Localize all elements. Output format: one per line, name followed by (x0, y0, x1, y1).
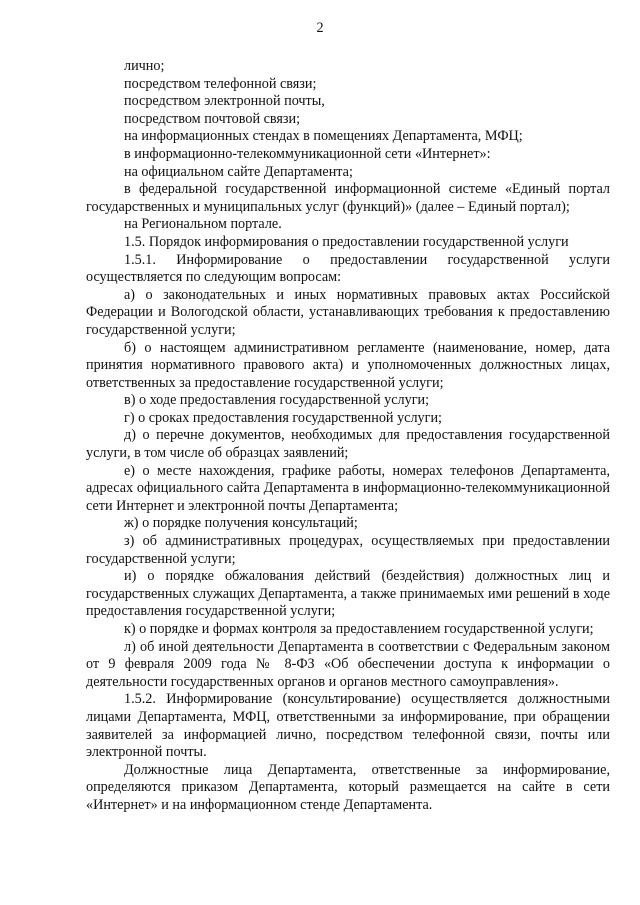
paragraph-egpu: в федеральной государственной информационной системе «Единый портал государственных и муниципальных услуг (функций)» (далее – Единый портал); (86, 181, 610, 215)
paragraph-regional: на Региональном портале. (124, 216, 282, 233)
paragraph-1-5-2: 1.5.2. Информирование (консультирование) осуществляется должностными лицами Департамента, МФЦ, ответственными за информирование, при обращении заявителей за информацией лично, посредством телефонной связи, почты или электронной почты. (86, 691, 610, 761)
list-item-b: б) о настоящем административном регламенте (наименование, номер, дата принятия нормативного правового акта) и уполномоченных должностных лицах, ответственных за предоставление государственной услуги; (86, 339, 610, 391)
list-item-i: и) о порядке обжалования действий (бездействия) должностных лиц и государственных служащих Департамента, а также принимаемых ими решений в ходе предоставления государственной услуги; (86, 568, 610, 620)
list-item-d: д) о перечне документов, необходимых для предоставления государственной услуги, в том числе об образцах заявлений; (86, 427, 610, 462)
channel-line: на официальном сайте Департамента; (124, 163, 353, 180)
channel-line: посредством телефонной связи; (124, 75, 317, 92)
list-item-l: л) об иной деятельности Департамента в соответствии с Федеральным законом от 9 февраля 2009 года № 8-ФЗ «Об обеспечении доступа к информации о деятельности государственных органов и органов местного самоуправления». (86, 638, 610, 690)
page-number: 2 (316, 20, 324, 36)
list-item-zh: ж) о порядке получения консультаций; (124, 515, 358, 532)
document-body (86, 58, 610, 815)
channel-line: в информационно-телекоммуникационной сети «Интернет»: (124, 145, 491, 162)
channel-line: посредством электронной почты, (124, 93, 325, 110)
list-item-e: е) о месте нахождения, графике работы, номерах телефонов Департамента, адресах официального сайта Департамента в информационно-телекоммуникационной сети Интернет и электронной почты Департамента; (86, 462, 610, 514)
list-item-k: к) о порядке и формах контроля за предоставлением государственной услуги; (124, 621, 594, 637)
list-item-a: а) о законодательных и иных нормативных правовых актах Российской Федерации и Вологодской области, устанавливающих требования к предоставлению государственной услуги; (86, 286, 610, 338)
list-item-v: в) о ходе предоставления государственной услуги; (124, 392, 430, 409)
channel-line: посредством почтовой связи; (124, 110, 301, 127)
list-item-z: з) об административных процедурах, осуществляемых при предоставлении государственной услуги; (86, 533, 610, 567)
channel-line: на информационных стендах в помещениях Департамента, МФЦ; (124, 128, 523, 145)
section-heading-1-5: 1.5. Порядок информирования о предоставлении государственной услуги (124, 233, 569, 250)
paragraph-final: Должностные лица Департамента, ответственные за информирование, определяются приказом Департамента, который размещается на сайте в сети «Интернет» и на информационном стенде Департамента. (86, 761, 610, 813)
channel-line: лично; (124, 58, 165, 74)
list-item-g: г) о сроках предоставления государственной услуги; (124, 409, 442, 426)
paragraph-1-5-1: 1.5.1. Информирование о предоставлении государственной услуги осуществляется по следующим вопросам: (86, 251, 610, 286)
